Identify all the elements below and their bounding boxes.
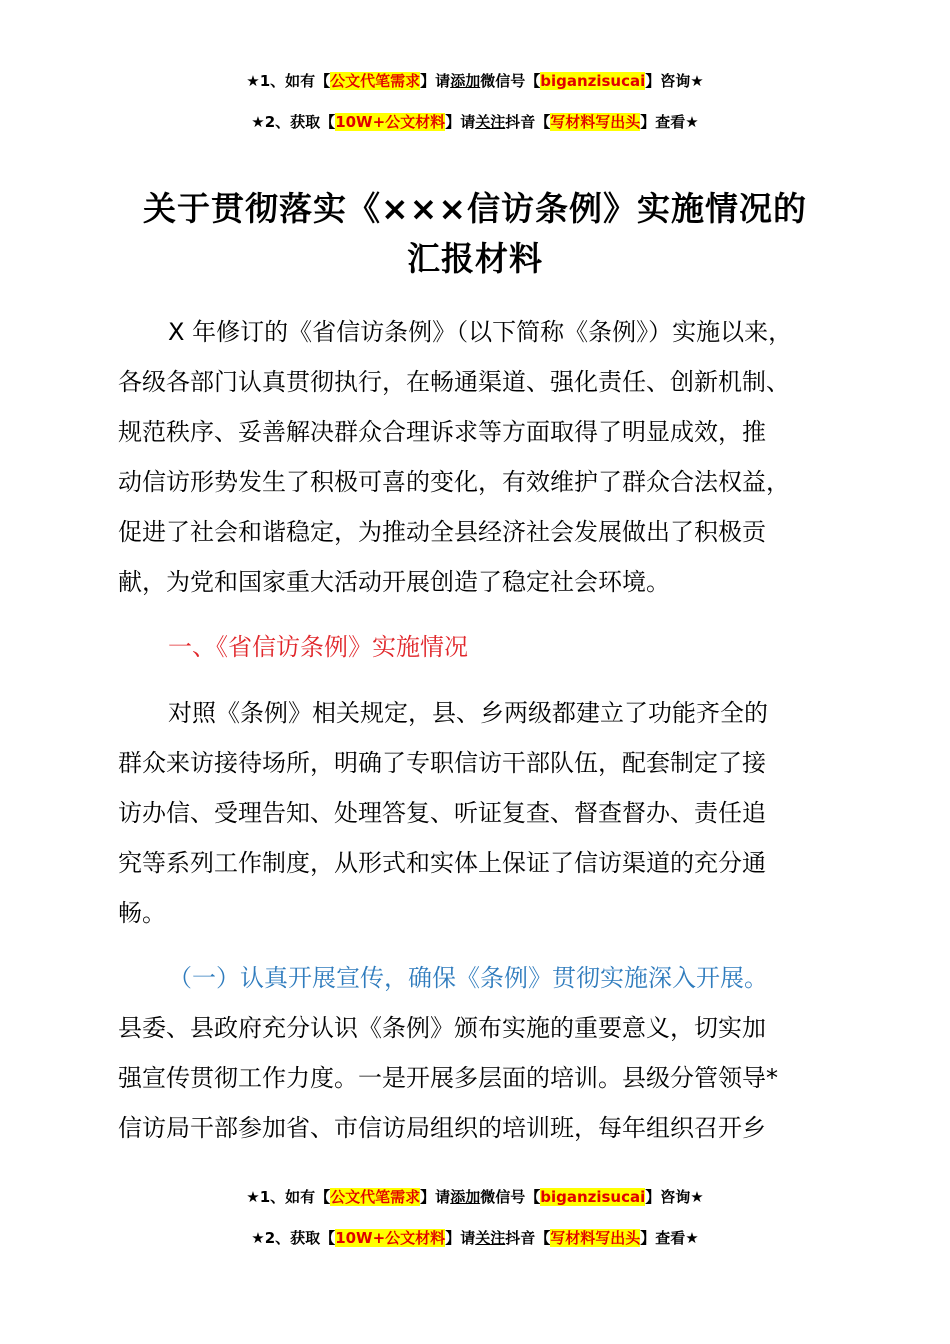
- header-promo-line-2: ★2、获取【10W+公文材料】请关注抖音【写材料写出头】查看★: [251, 113, 699, 131]
- section-1-paragraph: 对照《条例》相关规定，县、乡两级都建立了功能齐全的 群众来访接待场所，明确了专职信访干部队伍，配套制定了接 访办信、受理告知、处理答复、听证复查、督查督办、责任追 究等系列工作制度，从形式和实体上保证了信访渠道的充分通 畅。: [118, 699, 768, 927]
- highlight-service: 公文代笔需求: [330, 72, 421, 90]
- document-title: [0, 184, 950, 284]
- highlight-materials: 10W+公文材料: [335, 1229, 446, 1247]
- highlight-service: 公文代笔需求: [330, 1188, 421, 1206]
- header-promo-line-1: ★1、如有【公文代笔需求】请添加微信号【biganzisucai】咨询★: [246, 72, 704, 90]
- highlight-douyin: 写材料写出头: [550, 113, 641, 131]
- subsection-1-paragraph: （一）认真开展宣传，确保《条例》贯彻实施深入开展。 县委、县政府充分认识《条例》颁布实施的重要意义，切实加 强宣传贯彻工作力度。一是开展多层面的培训。县级分管领导* 信访局干部参加省、市信访局组织的培训班，每年组织召开乡: [118, 953, 858, 1153]
- highlight-wechat-id: biganzisucai: [540, 1188, 646, 1206]
- footer-promo-line-1: ★1、如有【公文代笔需求】请添加微信号【biganzisucai】咨询★: [246, 1188, 704, 1206]
- highlight-douyin: 写材料写出头: [550, 1229, 641, 1247]
- title-line-1: 关于贯彻落实《×××信访条例》实施情况的: [143, 189, 807, 228]
- footer-promo-line-2: ★2、获取【10W+公文材料】请关注抖音【写材料写出头】查看★: [251, 1229, 699, 1247]
- highlight-wechat-id: biganzisucai: [540, 72, 646, 90]
- highlight-materials: 10W+公文材料: [335, 113, 446, 131]
- title-line-2: 汇报材料: [407, 239, 543, 278]
- section-1-heading: 一、《省信访条例》实施情况: [168, 633, 468, 661]
- subsection-1-heading: （一）认真开展宣传，确保《条例》贯彻实施深入开展。: [168, 964, 768, 992]
- intro-paragraph: X 年修订的《省信访条例》（以下简称《条例》）实施以来， 各级各部门认真贯彻执行，在畅通渠道、强化责任、创新机制、 规范秩序、妥善解决群众合理诉求等方面取得了明显成效，推 动信访形势发生了积极可喜的变化，有效维护了群众合法权益， 促进了社会和谐稳定，为推动全县经济社会发展做出了积极贡 献，为党和国家重大活动开展创造了稳定社会环境。: [118, 318, 793, 596]
